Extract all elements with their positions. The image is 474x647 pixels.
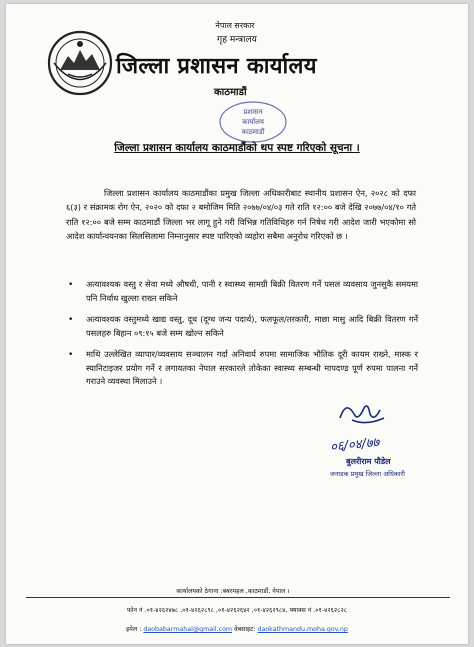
list-item [68, 313, 418, 340]
footer-contact [0, 624, 474, 633]
stamp-line-2: कार्यालय [242, 118, 264, 126]
stamp-line-1: प्रशासन [243, 108, 263, 116]
bullet-icon: • [68, 350, 74, 360]
stamp-line-3: काठमाडौं [241, 128, 265, 136]
email-link[interactable]: daobabarmahal@gmail.com [143, 626, 233, 633]
footer-address: कार्यालयको ठेगाना :बबरमहल ,काठमाडौं, नेपाल । [176, 588, 290, 595]
signature-date: ०६/०४/७७ [329, 435, 381, 456]
office-stamp [218, 100, 288, 144]
district-name: काठमाडौं [214, 87, 247, 98]
list-item [68, 348, 418, 389]
list-item-text: अत्यावश्यक वस्तुमध्ये खाद्य वस्तु, दूध (दूग्ध जन्य पदार्थ), फलफूल/तरकारी, माछा मासु आदि बिक्री वितरण गर्ने पसलहरु बिहान ०९:१५ बजे सम्म खोल्न सकिने [86, 314, 418, 338]
bullet-icon: • [68, 315, 74, 325]
notice-title: जिल्ला प्रशासन कार्यालय काठमाडौंको थप स्पष्ट गरिएको सूचना । [114, 142, 360, 154]
list-item [68, 278, 418, 305]
footer-phones: फोन नं .०१-४२६२४७८ ,०१-४२६२८९८ ,०१-४२६२६४२ ,०१-४२६२९८४, फ्याक्स नं .०१-४२६२८२८ [126, 607, 348, 614]
signatory-designation: जनाडक प्रमुख जिल्ला अधिकारी [330, 470, 405, 478]
notice-paragraph-text: जिल्ला प्रशासन कार्यालय काठमाडौंका प्रमुख जिल्ला अधिकारीबाट स्थानीय प्रशासन ऐन, २०२८ को दफा ६(३) र संक्रामक रोग ऐन, २०२० को दफा २ बमोजिम मिति २०७७/०४/०३ गते राति १२:०० बजे देखि २०७७/०४/१० गते राति १२:०० बजे सम्म काठमाडौं जिल्ला भर लागू हुने गरी विभिन्न गतिविधिहरु गर्न निषेध गरी आदेश जारी भएकोमा सो आदेश कार्यान्वयनका सिलसिलामा निम्नानुसार स्पष्ट पारिएको व्यहोरा सबैमा अनुरोध गरिएको छ । [66, 188, 416, 241]
signature-scribble [340, 406, 384, 423]
office-name: जिल्ला प्रशासन कार्यालय [116, 54, 317, 79]
website-label: वेबसाइट: [234, 626, 256, 633]
notice-paragraph [66, 186, 416, 243]
footer-divider [26, 597, 450, 598]
notice-page [6, 4, 468, 644]
government-label: नेपाल सरकार [215, 21, 255, 30]
ministry-label: गृह मन्त्रालय [217, 35, 257, 45]
email-label: इमेल : [126, 626, 142, 633]
bullet-icon: • [68, 280, 74, 290]
website-link[interactable]: daokathmandu.moha.gov.np [257, 626, 348, 633]
list-item-text: अत्यावश्यक वस्तु र सेवा मध्ये औषधी, पानी र स्वास्थ्य सामग्री बिक्री वितरण गर्ने पसल व्यवसाय जुनसुकै समयमा पनि निर्वाध खुल्ला राख्न सकिने [86, 279, 418, 303]
list-item-text: माथि उल्लेखित व्यापार/व्यवसाय सञ्चालन गर्दा अनिवार्य रुपमा सामाजिक भौतिक दूरी कायम राख्ने, मास्क र स्यानिटाइजर प्रयोग गर्ने र लगायतका नेपाल सरकारले तोकेका स्वास्थ्य सम्बन्धी मापदण्ड पूर्ण रुपमा पालना गर्ने गराउने व्यवस्था मिलाउने । [86, 349, 418, 386]
notice-bullet-list [68, 278, 418, 397]
signature-block [322, 396, 432, 486]
signatory-name: बुलरीराम पौडेल [346, 457, 391, 466]
